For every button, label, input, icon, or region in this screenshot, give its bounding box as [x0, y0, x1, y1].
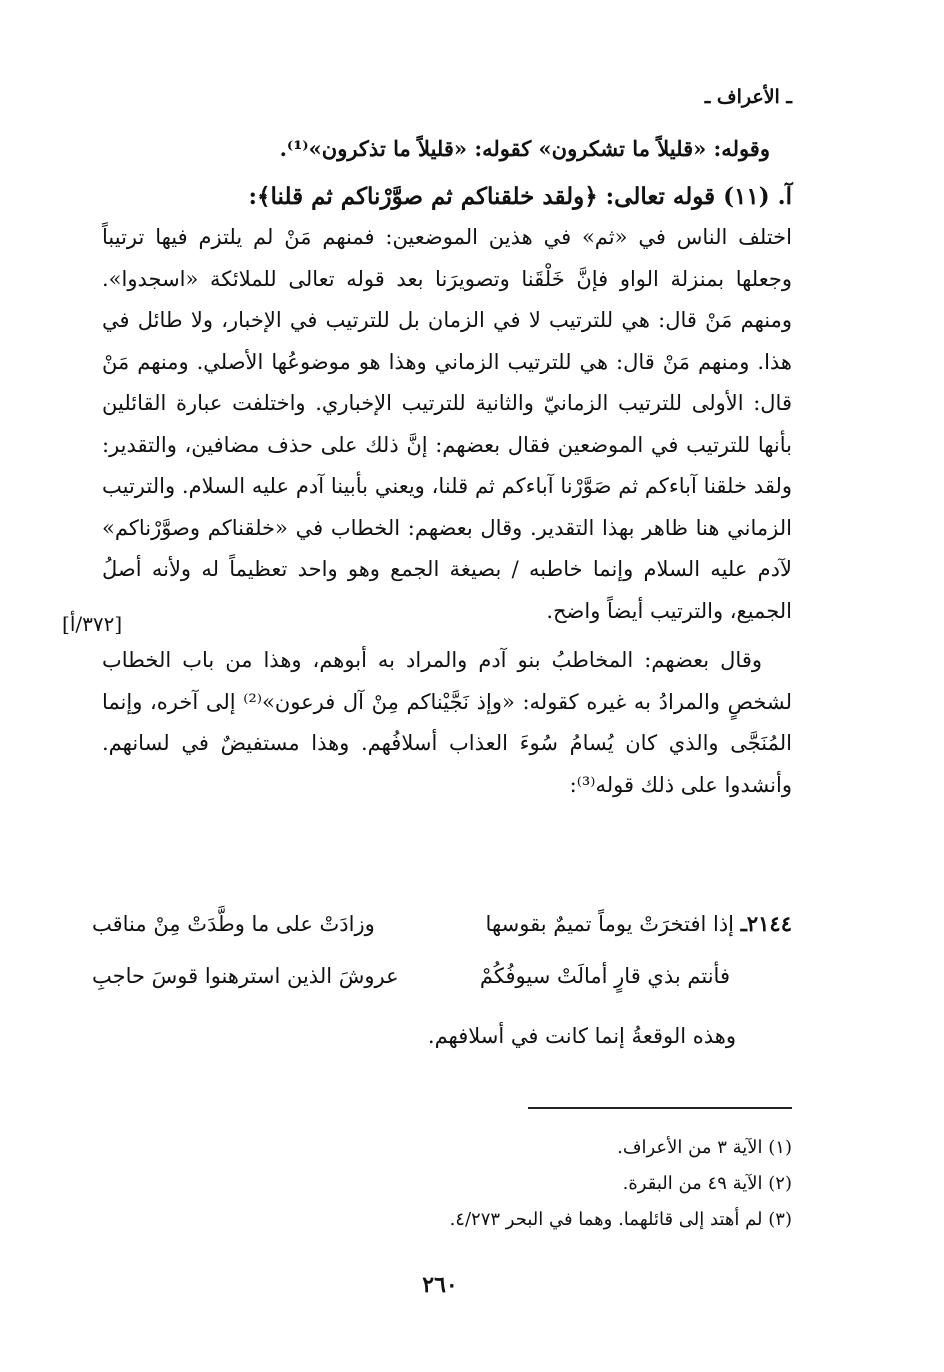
footnote-divider	[528, 1107, 792, 1109]
main-text	[102, 128, 792, 806]
manuscript-folio-reference: [٣٧٢/أ]	[62, 612, 123, 636]
verse-left-hemistich: وزادَتْ على ما وطَّدَتْ مِنْ مناقب	[92, 912, 375, 936]
footnote-item: (١) الآية ٣ من الأعراف.	[617, 1137, 792, 1158]
footnote-item: (٣) لم أهتد إلى قائلهما. وهما في البحر ٤/٢٧٣.	[449, 1209, 792, 1230]
footnotes	[102, 1130, 792, 1238]
closing-sentence: وهذه الوقعةُ إنما كانت في أسلافهم.	[427, 1024, 736, 1048]
paragraph-1: اختلف الناس في «ثم» في هذين الموضعين: فمنهم مَنْ لم يلتزم فيها ترتيباً وجعلها بمنزلة الواو فإنَّ خَلْقَنا وتصويرَنا بعد قوله تعالى للملائكة «اسجدوا». ومنهم مَنْ قال: هي للترتيب لا في الزمان بل للترتيب في الإخبار، ولا طائل في هذا. ومنهم مَنْ قال: هي للترتيب الزماني وهذا هو موضوعُها الأصلي. ومنهم مَنْ قال: الأولى للترتيب الزمانيّ والثانية للترتيب الإخباري. واختلفت عبارة القائلين بأنها للترتيب في الموضعين فقال بعضهم: إنَّ ذلك على حذف مضافين، والتقدير: ولقد خلقنا آباءكم ثم صَوَّرْنا آباءكم ثم قلنا، ويعني بأبينا آدم عليه السلام. والترتيب الزماني هنا ظاهر بهذا التقدير. وقال بعضهم: الخطاب في «خلقناكم وصوَّرْناكم» لآدم عليه السلام وإنما خاطبه / بصيغة الجمع وهو واحد تعظيماً له ولأنه أصلُ الجميع، والترتيب أيضاً واضح.	[102, 225, 792, 623]
verse-right-hemistich: ٢١٤٤ـ إذا افتخرَتْ يوماً تميمٌ بقوسها	[485, 911, 792, 936]
verse-heading: آ. (١١) قوله تعالى: ﴿ولقد خلقناكم ثم صوَّرْناكم ثم قلنا﴾:	[248, 182, 792, 210]
running-header: ـ الأعراف ـ	[704, 86, 792, 108]
page-number: ٢٦٠	[422, 1272, 458, 1298]
footnote-item: (٢) الآية ٤٩ من البقرة.	[622, 1173, 792, 1194]
verse-right-hemistich: فأنتم بذي قارٍ أمالَتْ سيوفُكُمْ	[479, 964, 730, 988]
verse-left-hemistich: عروشَ الذين استرهنوا قوسَ حاجبِ	[92, 964, 399, 988]
intro-line: وقوله: «قليلاً ما تشكرون» كقوله: «قليلاً ما تذكرون»⁽¹⁾.	[279, 136, 770, 161]
verse-number: ٢١٤٤ـ	[740, 911, 792, 936]
paragraph-2: وقال بعضهم: المخاطبُ بنو آدم والمراد به أبوهم، وهذا من باب الخطاب لشخصٍ والمرادُ به غيره كقوله: «وإذ نَجَّيْناكم مِنْ آل فرعون»⁽²⁾ إلى آخره، وإنما المُنَجَّى والذي كان يُسامُ سُوءَ العذاب أسلافُهم. وهذا مستفيضٌ في لسانهم. وأنشدوا على ذلك قوله⁽³⁾:	[102, 648, 793, 797]
